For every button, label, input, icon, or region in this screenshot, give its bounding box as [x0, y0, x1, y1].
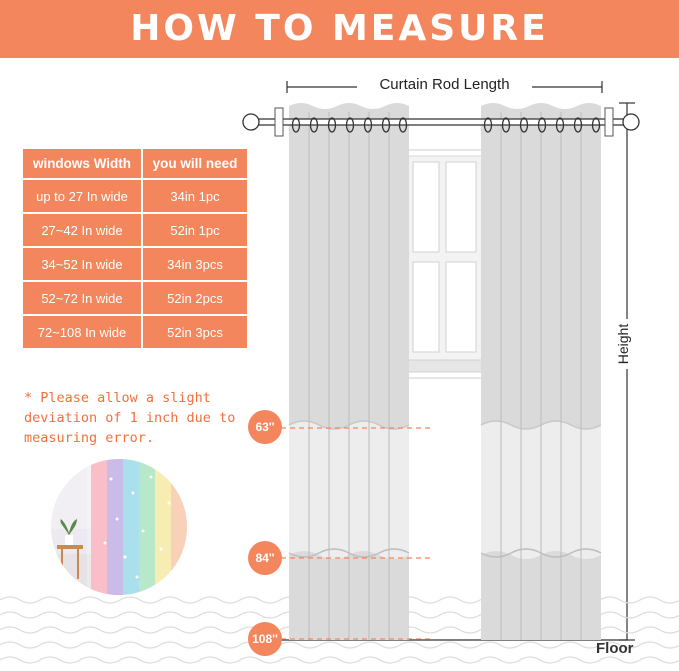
column-header-need: you will need	[142, 148, 248, 179]
page-title: HOW TO MEASURE	[130, 8, 549, 49]
height-label: Height	[615, 319, 633, 369]
table-header-row	[22, 148, 248, 179]
cell-need: 52in 2pcs	[142, 281, 248, 315]
table-row	[22, 213, 248, 247]
cell-width: 72~108 In wide	[22, 315, 142, 349]
note-line: * Please allow a slight	[24, 390, 211, 406]
rainbow-curtain-image	[51, 459, 187, 595]
length-63-badge: 63''	[248, 410, 282, 444]
cell-width: 52~72 In wide	[22, 281, 142, 315]
floor-label: Floor	[596, 640, 634, 657]
note-line: measuring error.	[24, 430, 155, 446]
rod-length-label: Curtain Rod Length	[357, 76, 532, 93]
table-row	[22, 315, 248, 349]
cell-width: up to 27 In wide	[22, 179, 142, 213]
cell-need: 34in 3pcs	[142, 247, 248, 281]
length-84-badge: 84''	[248, 541, 282, 575]
right-curtain	[481, 103, 601, 640]
table-row	[22, 247, 248, 281]
cell-need: 52in 1pc	[142, 213, 248, 247]
left-curtain	[289, 103, 409, 640]
product-photo	[51, 459, 187, 595]
measurement-note	[24, 388, 256, 448]
cell-width: 27~42 In wide	[22, 213, 142, 247]
size-table	[21, 147, 249, 350]
cell-need: 34in 1pc	[142, 179, 248, 213]
note-line: deviation of 1 inch due to	[24, 410, 236, 426]
table-row	[22, 179, 248, 213]
cell-width: 34~52 In wide	[22, 247, 142, 281]
length-108-badge: 108''	[248, 622, 282, 656]
table-row	[22, 281, 248, 315]
column-header-width: windows Width	[22, 148, 142, 179]
cell-need: 52in 3pcs	[142, 315, 248, 349]
